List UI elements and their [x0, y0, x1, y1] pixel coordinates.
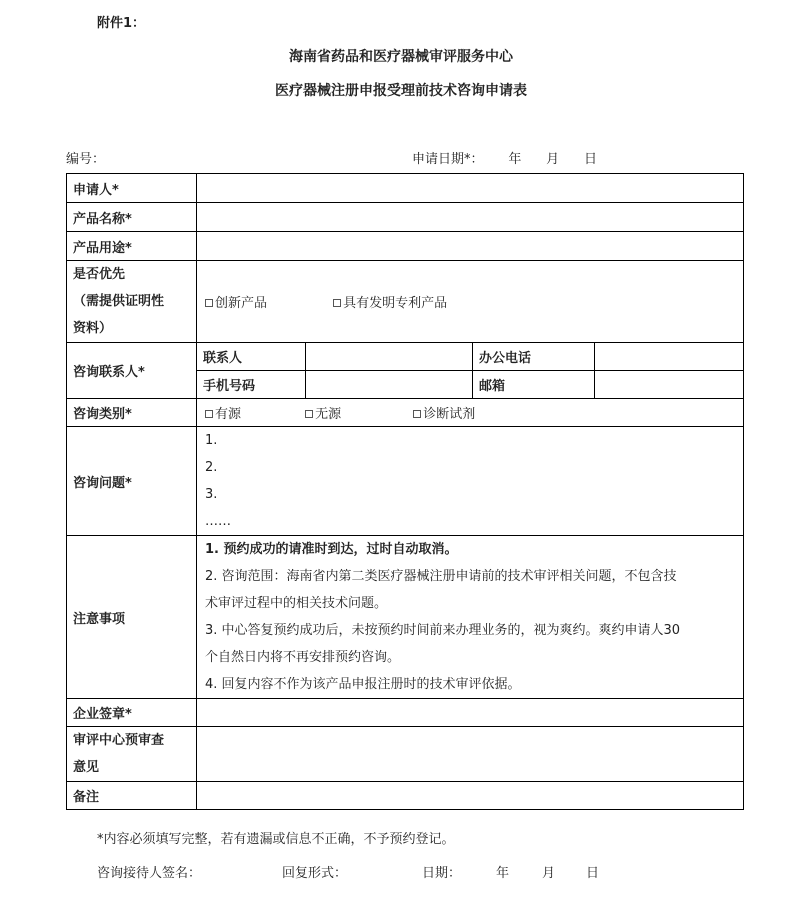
- applicant-label: 申请人*: [67, 174, 197, 203]
- seal-field[interactable]: [197, 699, 744, 727]
- office-phone-label: 办公电话: [473, 343, 595, 371]
- apply-date: [412, 148, 597, 167]
- checkbox-icon[interactable]: [205, 410, 213, 418]
- remarks-field[interactable]: [197, 782, 744, 810]
- footer-date-label: 日期：: [422, 866, 462, 881]
- receiver-signature-label: 咨询接待人签名：: [97, 866, 202, 881]
- row-questions: [67, 427, 744, 536]
- priority-label-line-3: 资料）: [73, 321, 113, 336]
- email-label: 邮箱: [473, 371, 595, 399]
- category-option-passive-label: 无源: [315, 407, 342, 422]
- contact-person-field[interactable]: [306, 343, 473, 371]
- office-phone-field[interactable]: [595, 343, 744, 371]
- category-option-active[interactable]: [205, 403, 301, 422]
- row-category: [67, 399, 744, 427]
- category-option-diagnostic[interactable]: [413, 403, 475, 422]
- checkbox-icon[interactable]: [333, 299, 341, 307]
- row-applicant: [67, 174, 744, 203]
- date-year: 年: [508, 152, 522, 167]
- priority-option-patent[interactable]: [333, 292, 447, 311]
- applicant-field[interactable]: [197, 174, 744, 203]
- row-contact-1: [67, 343, 744, 371]
- attachment-label: 附件1：: [97, 16, 146, 31]
- mobile-field[interactable]: [306, 371, 473, 399]
- notes-label: 注意事项: [67, 536, 197, 699]
- checkbox-icon[interactable]: [305, 410, 313, 418]
- note-3a: 3. 中心答复预约成功后，未按预约时间前来办理业务的，视为爽约。爽约申请人30: [205, 623, 681, 638]
- contact-label: 咨询联系人*: [67, 343, 197, 399]
- checkbox-icon[interactable]: [205, 299, 213, 307]
- question-label: 咨询问题*: [67, 427, 197, 536]
- row-priority: [67, 261, 744, 343]
- footer-year: 年: [496, 866, 510, 881]
- date-month: 月: [546, 152, 560, 167]
- priority-label: [67, 261, 197, 343]
- question-line-3: 3.: [205, 487, 218, 502]
- note-3b: 个自然日内将不再安排预约咨询。: [205, 650, 401, 665]
- row-remarks: [67, 782, 744, 810]
- date-day: 日: [583, 152, 597, 167]
- apply-date-label: 申请日期*：: [412, 152, 484, 167]
- product-name-label: 产品名称*: [67, 203, 197, 232]
- question-line-2: 2.: [205, 460, 218, 475]
- mobile-label: 手机号码: [197, 371, 306, 399]
- category-option-passive[interactable]: [305, 403, 409, 422]
- number-label: 编号：: [66, 152, 106, 167]
- priority-option-innovative[interactable]: [205, 292, 329, 311]
- product-use-label: 产品用途*: [67, 232, 197, 261]
- application-form-table: [66, 173, 744, 810]
- footer-notice: *内容必须填写完整，若有遗漏或信息不正确，不予预约登记。: [97, 832, 455, 847]
- row-product-name: [67, 203, 744, 232]
- contact-person-label: 联系人: [197, 343, 306, 371]
- category-option-diagnostic-label: 诊断试剂: [423, 407, 476, 422]
- question-line-1: 1.: [205, 433, 218, 448]
- review-field[interactable]: [197, 727, 744, 782]
- notes-content: [197, 536, 744, 699]
- checkbox-icon[interactable]: [413, 410, 421, 418]
- priority-option-patent-label: 具有发明专利产品: [343, 296, 448, 311]
- question-line-4: ……: [205, 514, 231, 529]
- priority-options: [197, 261, 744, 343]
- footer-day: 日: [586, 866, 600, 881]
- product-use-field[interactable]: [197, 232, 744, 261]
- note-1: 1. 预约成功的请准时到达，过时自动取消。: [205, 542, 458, 557]
- org-title: 海南省药品和医疗器械审评服务中心: [289, 49, 513, 65]
- category-option-active-label: 有源: [215, 407, 242, 422]
- note-2a: 2. 咨询范围：海南省内第二类医疗器械注册申请前的技术审评相关问题，不包含技: [205, 569, 677, 584]
- seal-label: 企业签章*: [67, 699, 197, 727]
- review-label-line-2: 意见: [73, 760, 100, 775]
- email-field[interactable]: [595, 371, 744, 399]
- priority-option-innovative-label: 创新产品: [215, 296, 268, 311]
- footer-month: 月: [542, 866, 556, 881]
- question-field[interactable]: [197, 427, 744, 536]
- reply-form-label: 回复形式：: [282, 866, 348, 881]
- priority-label-line-1: 是否优先: [73, 267, 126, 282]
- category-label: 咨询类别*: [67, 399, 197, 427]
- review-label: [67, 727, 197, 782]
- form-title: 医疗器械注册申报受理前技术咨询申请表: [275, 83, 527, 99]
- product-name-field[interactable]: [197, 203, 744, 232]
- row-product-use: [67, 232, 744, 261]
- review-label-line-1: 审评中心预审查: [73, 733, 165, 748]
- category-options: [197, 399, 744, 427]
- row-seal: [67, 699, 744, 727]
- note-2b: 术审评过程中的相关技术问题。: [205, 596, 388, 611]
- note-4: 4. 回复内容不作为该产品申报注册时的技术审评依据。: [205, 677, 521, 692]
- priority-label-line-2: （需提供证明性: [73, 294, 165, 309]
- remarks-label: 备注: [67, 782, 197, 810]
- row-notes: [67, 536, 744, 699]
- row-review: [67, 727, 744, 782]
